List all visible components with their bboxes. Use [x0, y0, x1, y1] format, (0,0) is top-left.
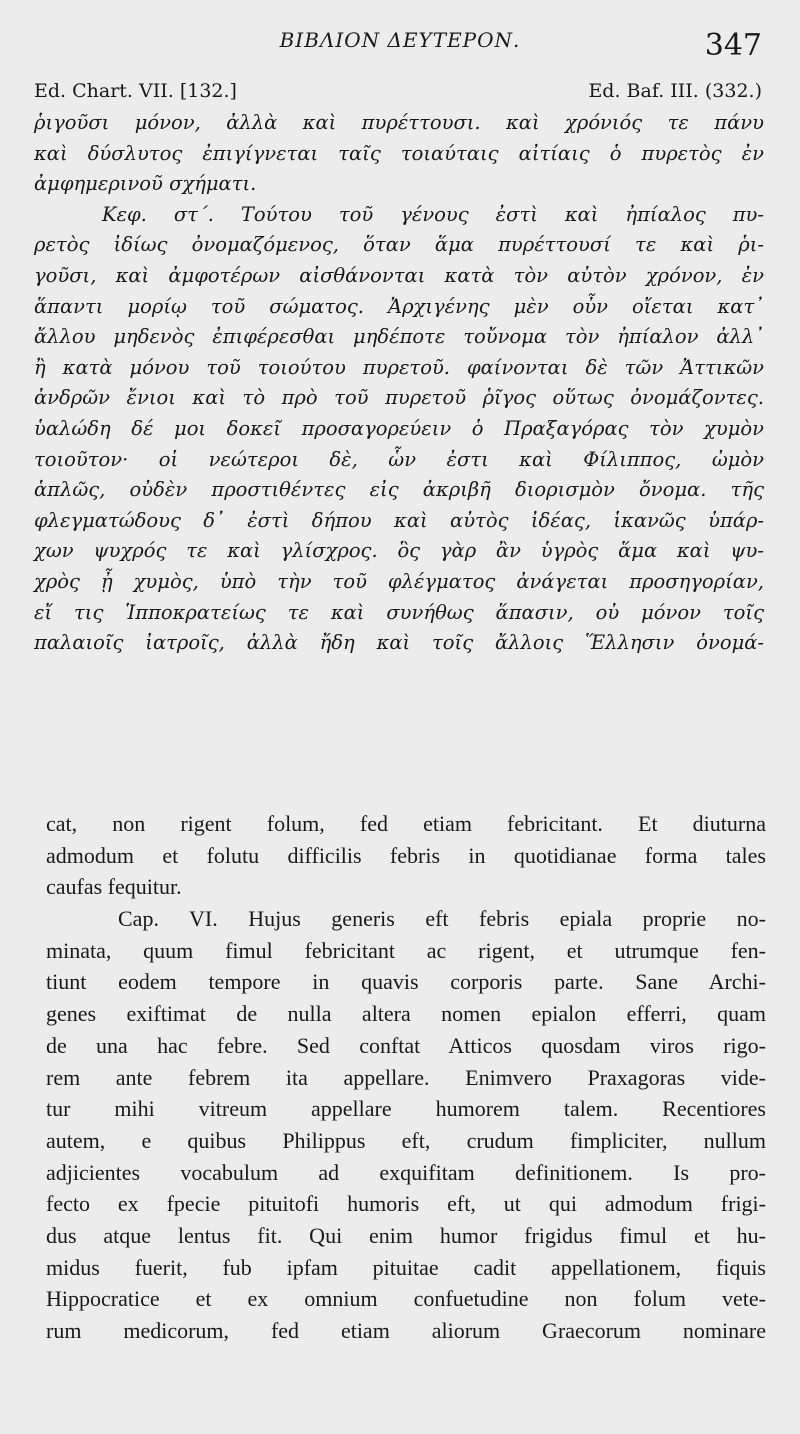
greek-line: τοιοῦτον· οἱ νεώτεροι δὲ, ὧν ἐστι καὶ Φίλιππος, ὠμὸν: [34, 447, 764, 471]
greek-line: ἅπαντι μορίῳ τοῦ σώματος. Ἀρχιγένης μὲν οὖν οἴεται κατ᾽: [34, 294, 764, 318]
latin-line: rum medicorum, fed etiam aliorum Graecorum nominare: [46, 1318, 766, 1343]
greek-line: ῥιγοῦσι μόνον, ἀλλὰ καὶ πυρέττουσι. καὶ χρόνιός τε πάνυ: [34, 111, 764, 134]
greek-line: φλεγματώδους δ᾽ ἐστὶ δήπου καὶ αὐτὸς ἰδέας, ἱκανῶς ὑπάρ-: [34, 508, 764, 532]
latin-line: tiunt eodem tempore in quavis corporis parte. Sane Archi-: [46, 969, 766, 995]
latin-line: midus fuerit, fub ipfam pituitae cadit appellationem, fiquis: [46, 1254, 766, 1280]
page-number: 347: [704, 28, 762, 63]
latin-line: de una hac febre. Sed conftat Atticos quosdam viros rigo-: [46, 1032, 766, 1058]
running-title: ΒΙΒΛΙΟΝ ΔΕΥΤΕΡΟΝ.: [279, 28, 521, 52]
latin-line: fecto ex fpecie pituitofi humoris eft, ut qui admodum frigi-: [46, 1191, 766, 1217]
greek-line: εἴ τις Ἱπποκρατείως τε καὶ συνήθως ἅπασιν, οὐ μόνον τοῖς: [34, 600, 764, 624]
latin-line: Hippocratice et ex omnium confuetudine non folum vete-: [46, 1286, 766, 1312]
latin-line: tur mihi vitreum appellare humorem talem. Recentiores: [46, 1096, 766, 1122]
latin-line: rem ante febrem ita appellare. Enimvero Praxagoras vide-: [46, 1064, 766, 1090]
greek-line: χρὸς ᾖ χυμὸς, ὑπὸ τὴν τοῦ φλέγματος ἀνάγεται προσηγορίαν,: [34, 569, 764, 593]
greek-line: ἄλλου μηδενὸς ἐπιφέρεσθαι μηδέποτε τοὔνομα τὸν ἠπίαλον ἀλλ᾽: [34, 325, 764, 349]
greek-line: ρετὸς ἰδίως ὀνομαζόμενος, ὅταν ἅμα πυρέττουσί τε καὶ ῥι-: [34, 233, 764, 257]
edition-basel-reference: Ed. Baf. III. (332.): [588, 80, 762, 102]
latin-line: dus atque lentus fit. Qui enim humor frigidus fimul et hu-: [46, 1222, 766, 1248]
latin-line: adjicientes vocabulum ad exquifitam definitionem. Is pro-: [46, 1159, 766, 1185]
greek-line: χων ψυχρός τε καὶ γλίσχρος. ὃς γὰρ ἂν ὑγρὸς ἅμα καὶ ψυ-: [34, 539, 764, 563]
greek-line: Κεφ. στ΄. Τούτου τοῦ γένους ἐστὶ καὶ ἠπίαλος πυ-: [102, 202, 764, 226]
latin-text-block: [46, 808, 766, 1347]
greek-line: παλαιοῖς ἰατροῖς, ἀλλὰ ἤδη καὶ τοῖς ἄλλοις Ἕλλησιν ὀνομά-: [34, 631, 764, 655]
latin-line: Cap. VI. Hujus generis eft febris epiala proprie no-: [118, 906, 766, 932]
greek-text-block: [34, 108, 764, 659]
greek-line: ὑαλώδη δέ μοι δοκεῖ προσαγορεύειν ὁ Πραξαγόρας τὸν χυμὸν: [34, 416, 764, 440]
latin-line: admodum et folutu difficilis febris in quotidianae forma tales: [46, 842, 766, 868]
greek-line: γοῦσι, καὶ ἀμφοτέρων αἰσθάνονται κατὰ τὸν αὐτὸν χρόνον, ἐν: [34, 263, 764, 287]
greek-line: καὶ δύσλυτος ἐπιγίγνεται ταῖς τοιαύταις αἰτίαις ὁ πυρετὸς ἐν: [34, 141, 764, 165]
greek-line: ἁπλῶς, οὐδὲν προστιθέντες εἰς ἀκριβῆ διορισμὸν ὄνομα. τῆς: [34, 478, 764, 502]
greek-line: ἀνδρῶν ἔνιοι καὶ τὸ πρὸ τοῦ πυρετοῦ ῥῖγος οὕτως ὀνομάζοντες.: [34, 386, 764, 410]
latin-line: caufas fequitur.: [46, 874, 182, 900]
edition-chart-reference: Ed. Chart. VII. [132.]: [34, 80, 237, 102]
latin-line: cat, non rigent folum, fed etiam febricitant. Et diuturna: [46, 811, 766, 836]
latin-line: genes exiftimat de nulla altera nomen epialon efferri, quam: [46, 1001, 766, 1027]
greek-line: ἢ κατὰ μόνου τοῦ τοιούτου πυρετοῦ. φαίνονται δὲ τῶν Ἀττικῶν: [34, 355, 764, 379]
greek-line: ἀμφημερινοῦ σχήματι.: [34, 172, 257, 196]
latin-line: minata, quum fimul febricitant ac rigent, et utrumque fen-: [46, 937, 766, 963]
latin-line: autem, e quibus Philippus eft, crudum fimpliciter, nullum: [46, 1127, 766, 1153]
